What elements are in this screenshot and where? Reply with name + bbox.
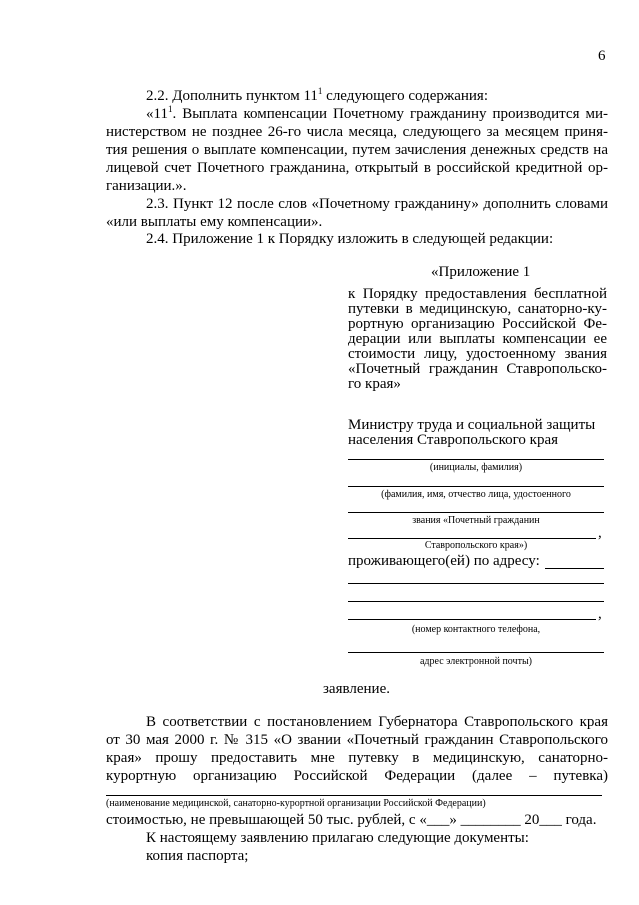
appendix-line-2: путевки в медицинскую, санаторно-ку- <box>348 301 607 317</box>
fio-line-3 <box>348 538 596 539</box>
fio-line-3-comma: , <box>598 525 602 541</box>
body-line-3: края» прошу предоставить мне путевку в медицинскую, санаторно- <box>106 750 608 766</box>
address-line-3 <box>348 619 596 620</box>
body-line-2: от 30 мая 2000 г. № 315 «О звании «Почетный гражданин Ставропольского <box>106 732 608 748</box>
paragraph-2-3-line-1: 2.3. Пункт 12 после слов «Почетному гражданину» дополнить словами <box>146 196 608 212</box>
residence-label: проживающего(ей) по адресу: <box>348 553 540 569</box>
body-line-4: курортную организацию Российской Федерации (далее – путевка) <box>106 768 608 784</box>
superscript: 1 <box>317 86 323 96</box>
email-line <box>348 652 604 653</box>
fio-line-2 <box>348 512 604 513</box>
clause-11-1-line-3: тия решения о выплате компенсации, путем зачисления денежных средств на <box>106 142 608 158</box>
clause-11-1-line-1 <box>146 106 608 123</box>
page-number: 6 <box>598 48 606 64</box>
fio-caption-1: (фамилия, имя, отчество лица, удостоенного <box>381 489 571 500</box>
residence-line-inline <box>545 568 604 569</box>
fio-caption-3: Ставропольского края») <box>424 540 528 551</box>
appendix-title: «Приложение 1 <box>431 264 531 280</box>
clause-11-1-line-5: ганизации.». <box>106 178 187 194</box>
paragraph-2-2-tail: следующего содержания: <box>322 88 488 104</box>
appendix-line-4: дерации или выплаты компенсации ее <box>348 331 607 347</box>
organization-caption: (наименование медицинской, санаторно-курортной организации Российской Федерации) <box>106 798 486 809</box>
organization-line <box>106 795 602 796</box>
passport-copy-line: копия паспорта; <box>146 848 249 864</box>
appendix-line-5: стоимости лицу, удостоенному звания <box>348 346 607 362</box>
clause-11-1-line-4: лицевой счет Почетного гражданина, открытый в российской кредитной ор- <box>106 160 608 176</box>
paragraph-2-2 <box>146 88 488 105</box>
address-line-3-comma: , <box>598 606 602 622</box>
address-line-2 <box>348 601 604 602</box>
initials-caption: (инициалы, фамилия) <box>429 462 523 473</box>
paragraph-2-4: 2.4. Приложение 1 к Порядку изложить в следующей редакции: <box>146 231 554 247</box>
appendix-line-3: рортную организацию Российской Фе- <box>348 316 607 332</box>
statement-title: заявление. <box>323 681 390 697</box>
email-caption: адрес электронной почты) <box>419 656 532 667</box>
clause-11-1-line-2: нистерством не позднее 26-го числа месяца, следующего за месяцем приня- <box>106 124 608 140</box>
clause-number: «11 <box>146 106 168 122</box>
cost-line: стоимостью, не превышающей 50 тыс. рублей, с «___» ________ 20___ года. <box>106 812 597 828</box>
fio-caption-2: звания «Почетный гражданин <box>412 515 540 526</box>
paragraph-2-2-text: 2.2. Дополнить пунктом 11 <box>146 88 318 104</box>
appendix-line-7: го края» <box>348 376 401 392</box>
attachments-line: К настоящему заявлению прилагаю следующие документы: <box>146 830 529 846</box>
addressee-line-1: Министру труда и социальной защиты <box>348 417 596 433</box>
appendix-line-1: к Порядку предоставления бесплатной <box>348 286 607 302</box>
body-line-1: В соответствии с постановлением Губернатора Ставропольского края <box>146 714 608 730</box>
paragraph-2-3-line-2: «или выплаты ему компенсации». <box>106 214 323 230</box>
appendix-line-6: «Почетный гражданин Ставропольско- <box>348 361 607 377</box>
fio-line <box>348 486 604 487</box>
address-line-1 <box>348 583 604 584</box>
phone-caption: (номер контактного телефона, <box>411 624 541 635</box>
superscript: 1 <box>167 104 173 114</box>
initials-line <box>348 459 604 460</box>
clause-text: . Выплата компенсации Почетному гражданину производится ми- <box>172 106 608 122</box>
addressee-line-2: населения Ставропольского края <box>348 432 559 448</box>
